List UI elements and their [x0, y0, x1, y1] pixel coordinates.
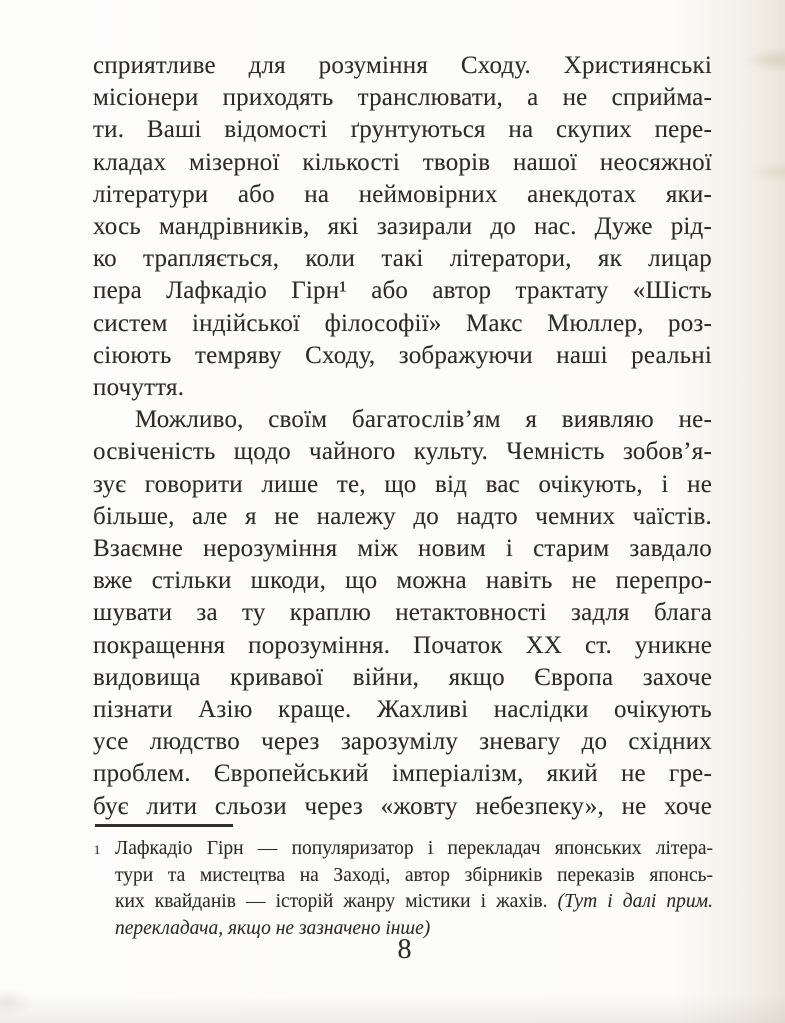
text-line: більше, але я не належу до надто чемних чаїстів.	[93, 502, 712, 530]
footnote-text	[93, 836, 713, 942]
text-line: літератури або на неймовірних анекдотах яки-	[93, 180, 712, 208]
footnote-line	[115, 889, 713, 916]
text-line: Взаємне нерозуміння між новим і старим завдало	[93, 535, 712, 563]
text-line: пізнати Азію краще. Жахливі наслідки очікують	[93, 696, 712, 724]
text-line: ко трапляється, коли такі літератори, як лицар	[93, 245, 712, 273]
text-line: вже стільки шкоди, що можна навіть не перепро-	[93, 567, 712, 595]
text-line: освіченість щодо чайного культу. Чемність зобов’я-	[93, 438, 712, 466]
footnote-line: Лафкадіо Гірн — популяризатор і перекладач японських літера-	[115, 838, 713, 859]
text-line: Можливо, своїм багатослів’ям я виявляю не-	[135, 406, 712, 434]
footnote-line: тури та мистецтва на Заході, автор збірників переказів японсь-	[115, 864, 713, 886]
text-line: хось мандрівників, які зазирали до нас. Дуже рід-	[93, 213, 712, 241]
text-line: бує лити сльози через «жовту небезпеку», не хоче	[93, 792, 712, 820]
body-text	[93, 50, 712, 823]
text-line: сприятливе для розуміння Сходу. Християнські	[93, 52, 712, 79]
text-line: місіонери приходять транслювати, а не сприйма-	[93, 84, 712, 112]
text-line: почуття.	[93, 374, 185, 402]
text-line: покращення порозуміння. Початок XX ст. уникне	[93, 631, 712, 659]
text-line: систем індійської філософії» Макс Мюллер, роз-	[93, 309, 712, 337]
text-line: проблем. Європейський імперіалізм, який не гре-	[93, 760, 712, 788]
footnote-line-part: ких квайданів — історій жанру містики і жахів.	[115, 891, 558, 913]
text-line: зує говорити лише те, що від вас очікують, і не	[93, 470, 712, 498]
text-line: усе людство через зарозумілу зневагу до східних	[93, 728, 712, 756]
text-line: видовища кривавої війни, якщо Європа захоче	[93, 663, 712, 691]
text-line: кладах мізерної кількості творів нашої неосяжної	[93, 148, 712, 176]
footnote-marker: 1	[94, 843, 101, 857]
page-number: 8	[397, 934, 412, 965]
footnote-line-part-italic: (Тут і далі прим.	[557, 891, 713, 913]
footnote	[93, 824, 713, 942]
text-line: шувати за ту краплю нетактовності задля блага	[93, 599, 712, 627]
text-line: пера Лафкадіо Гірн¹ або автор трактату «Шість	[93, 277, 712, 305]
text-line: ти. Ваші відомості ґрунтуються на скупих пере-	[93, 116, 712, 144]
text-line: сіюють темряву Сходу, зображуючи наші реальні	[93, 341, 712, 369]
footnote-rule	[95, 824, 233, 827]
footnote-line: перекладача, якщо не зазначено інше)	[115, 917, 431, 939]
